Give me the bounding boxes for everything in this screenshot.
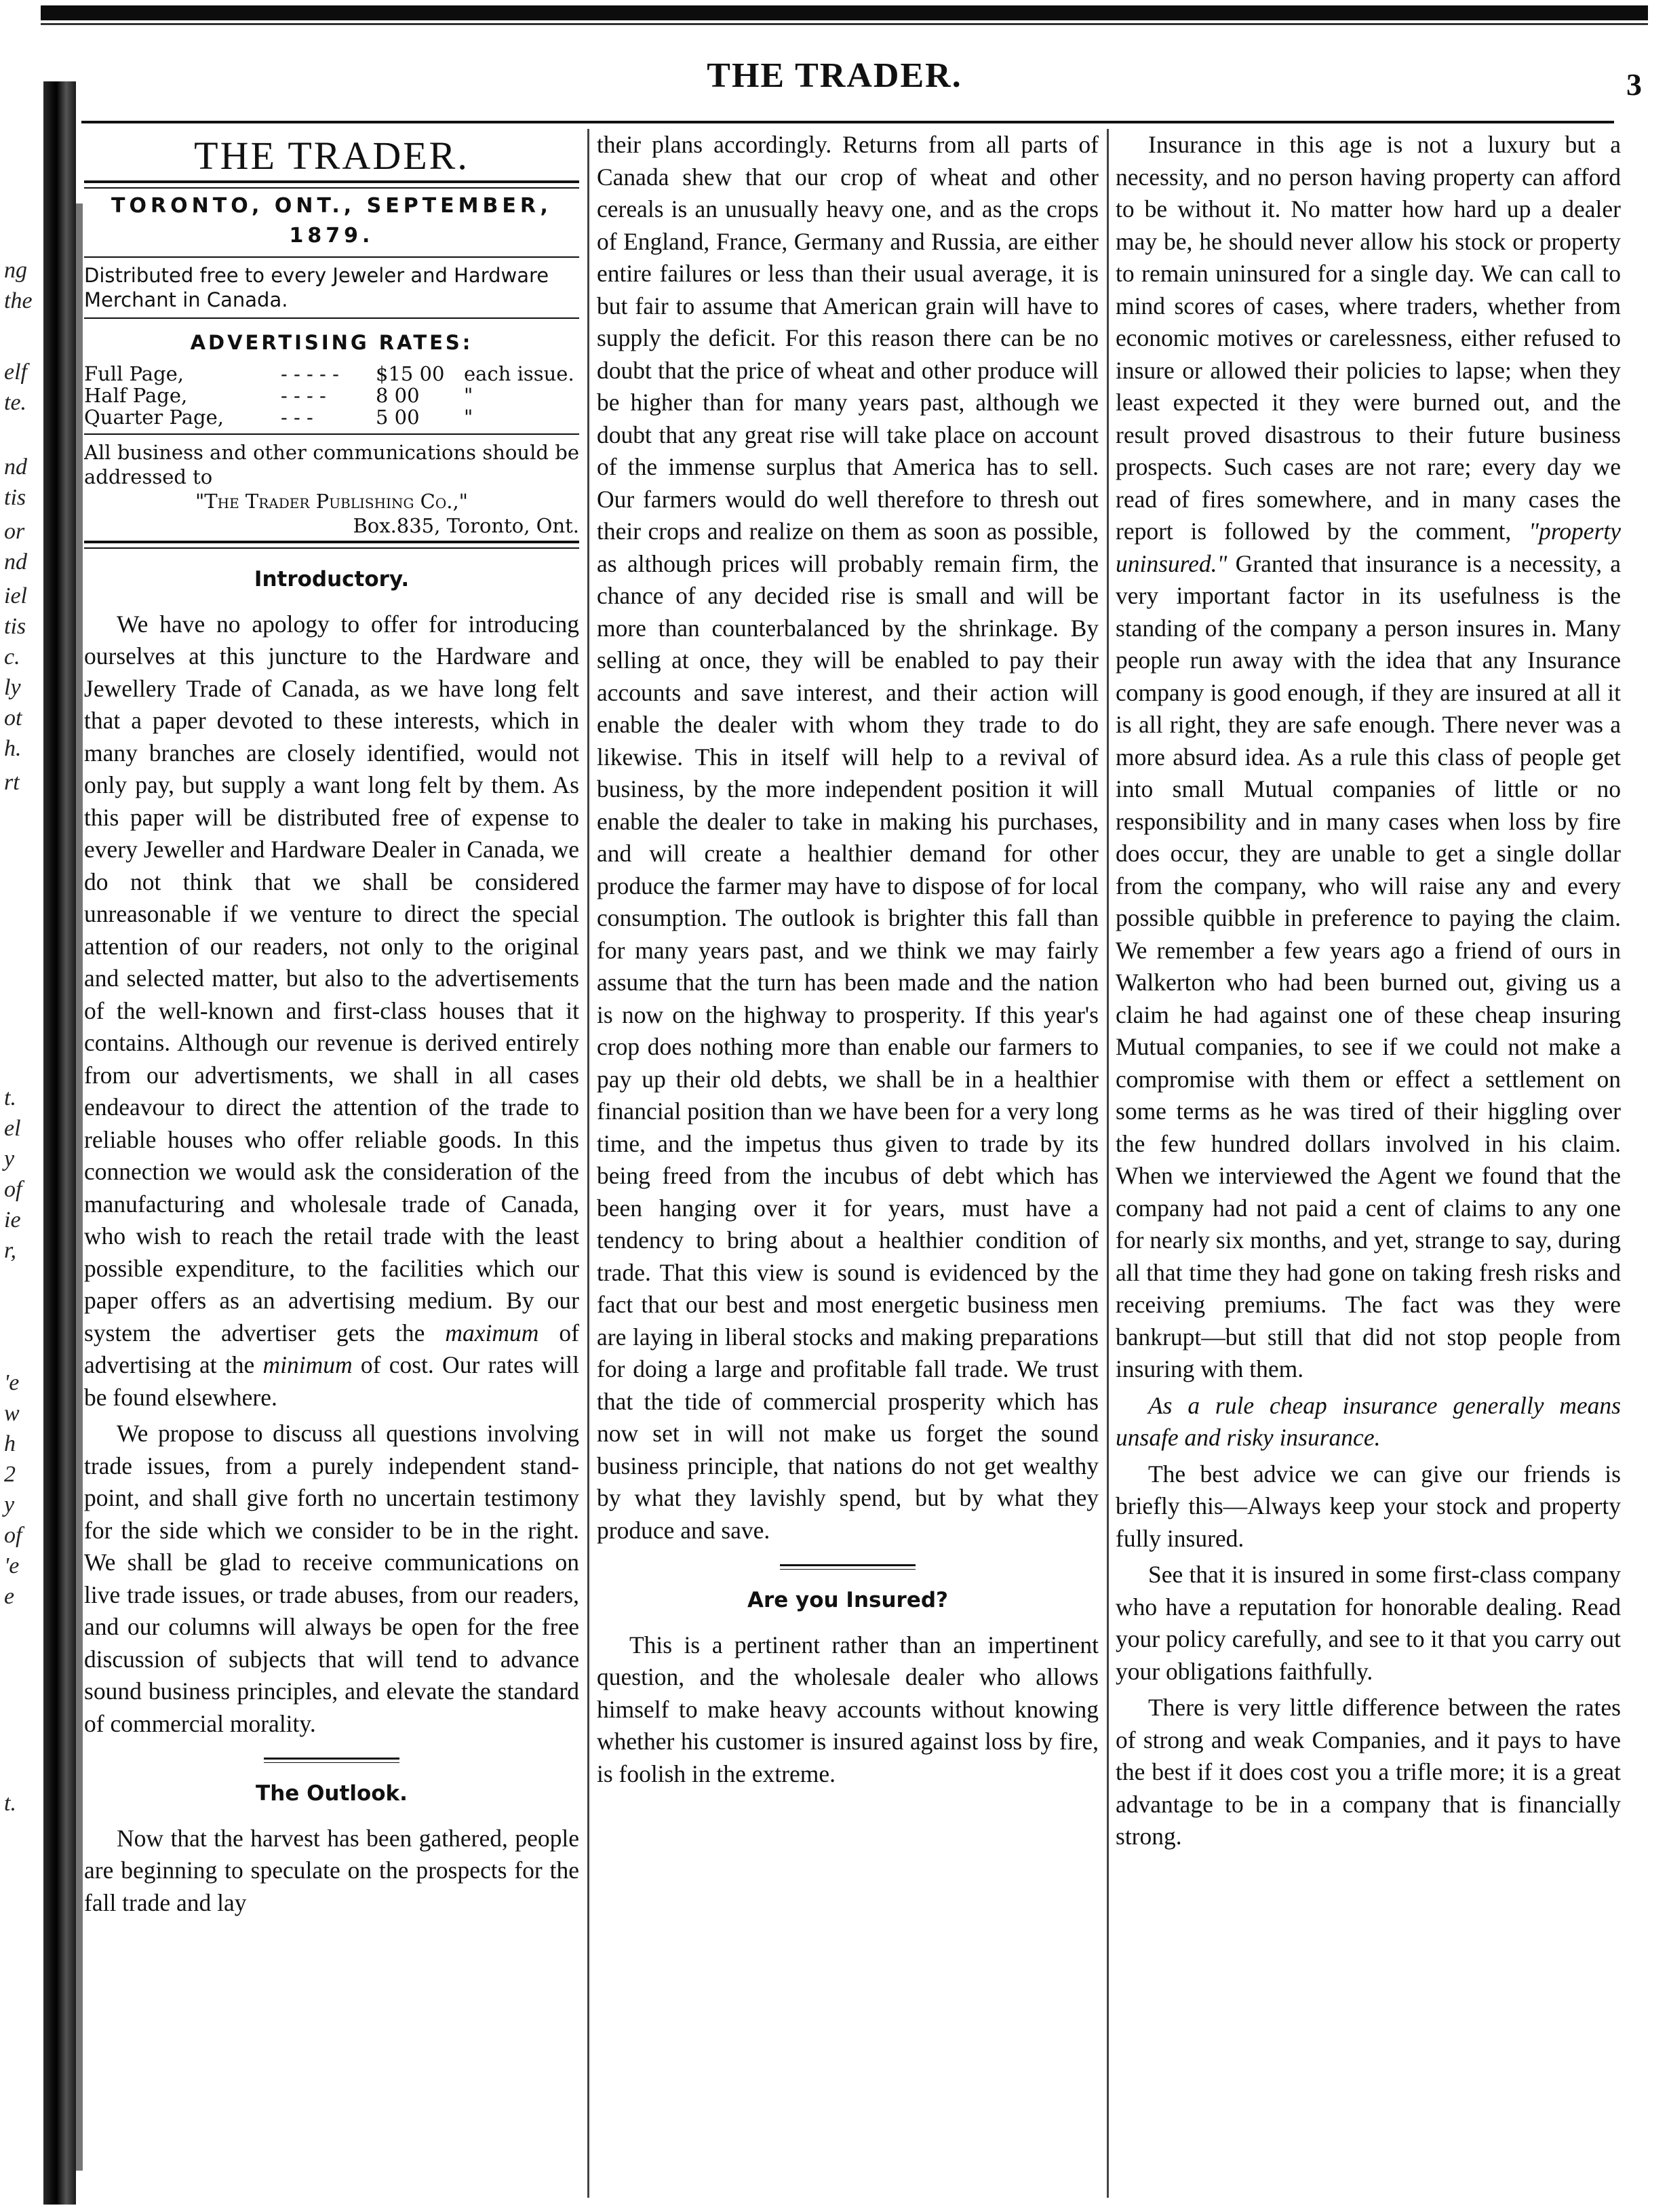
column-divider	[1107, 129, 1109, 2198]
column-2	[597, 129, 1099, 1790]
margin-fragment: t.	[4, 1791, 16, 1816]
rate-label: Quarter Page,	[84, 406, 224, 429]
rule	[84, 256, 579, 258]
rate-note: "	[464, 406, 473, 429]
margin-fragment: rt	[4, 770, 20, 795]
rate-row	[84, 363, 579, 385]
rate-dots: - - - -	[281, 384, 326, 407]
margin-fragment: of	[4, 1523, 22, 1548]
insured-paragraph: This is a pertinent rather than an impertinent question, and the wholesale dealer who allows himself to make heavy accounts without knowing whether his customer is insured against loss by fire, is foolish in the extreme.	[597, 1631, 1099, 1787]
insured-paragraph: See that it is insured in some first-class company who have a reputation for honorable dealing. Read your policy carefully, and see to it that you carry out your obligations faithfully.	[1116, 1561, 1621, 1685]
rate-amount: $15 00	[376, 362, 445, 385]
margin-fragment: ot	[4, 705, 22, 731]
distribution-note: Distributed free to every Jeweler and Hardware Merchant in Canada.	[84, 263, 549, 311]
margin-fragment: t.	[4, 1085, 16, 1110]
top-rule	[41, 5, 1648, 20]
rate-amount: 5 00	[376, 406, 420, 429]
margin-fragment: tis	[4, 485, 26, 510]
outlook-paragraph-continued: their plans accordingly. Returns from all parts of Canada shew that our crop of wheat and other cereals is an unusually heavy one, and as the crops of England, France, Germany and Russia, are either entire failures or less than their usual average, it is but fair to assume that American grain will have to supply the deficit. For this reason there can be no doubt that the price of wheat and other produce will be higher than for many years past, although we doubt that any great rise will take place on account of the immense surplus that America has to sell. Our farmers would do well therefore to thresh out their crops and realize on them as soon as possible, as although prices will probably remain firm, the chance of any decided rise is small and will be more than counterbalanced by the shrinkage. By selling at once, they will be enabled to pay their accounts and save interest, and their action will enable the dealer with whom they trade to do likewise. This in itself will help to a revival of business, by the more independent position it will enable the dealer to take in making his purchases, and will create a healthier demand for other produce the farmer may have to dispose of for local consumption. The outlook is brighter this fall than for many years past, and we think we may fairly assume that the turn has been made and the nation is now on the highway to prosperity. If this year's crop does nothing more than enable our farmers to pay up their old debts, we shall be in a healthier financial position than we have been for a very long time, and the impetus thus given to trade by its being freed from the incubus of debt which has been hanging over it for years, must have a tendency to bring about a healthier condition of trade. That this view is sound is evidenced by the fact that our best and most energetic business men are laying in liberal stocks and making preparations for doing a large and profitable fall trade. We trust that the tide of commercial prosperity which has now set in will not make us forget the sound business principle, that nations do not get wealthy by what they lavishly spend, but by what they produce and save.	[597, 131, 1099, 1544]
margin-fragment: e	[4, 1584, 15, 1609]
running-head: THE TRADER.	[707, 56, 962, 95]
margin-fragment: ly	[4, 675, 21, 700]
rule	[84, 317, 579, 319]
margin-fragment: y	[4, 1492, 15, 1517]
margin-fragment: elf	[4, 360, 27, 385]
introductory-paragraph: We propose to discuss all questions involving trade issues, from a purely independent stand-point, and shall give forth no uncertain testimony for the side which we consider to be in the right. We shall be glad to receive communications on live trade issues, or trade abuses, from our readers, and our columns will always be open for the free discussion of subjects that will tend to advance sound business principles, and elevate the standard of commercial morality.	[84, 1420, 579, 1737]
margin-fragment: or	[4, 519, 25, 544]
column-divider	[587, 129, 589, 2198]
margin-fragment: 'e	[4, 1370, 20, 1395]
insured-paragraph: There is very little difference between the rates of strong and weak Companies, and it pays to have the best if it does cost you a trifle more; it is a great advantage to be in a company that is financially strong.	[1116, 1694, 1621, 1850]
binding-spine	[43, 81, 76, 2205]
rate-amount: 8 00	[376, 384, 420, 407]
rule	[84, 433, 579, 435]
emphasis: "property uninsured."	[1116, 518, 1622, 577]
margin-fragment: the	[4, 288, 33, 313]
paragraph-text: of advertising at the	[84, 1319, 579, 1378]
margin-fragment: y	[4, 1146, 15, 1171]
introductory-heading: Introductory.	[254, 567, 410, 591]
margin-fragment: nd	[4, 549, 27, 575]
margin-fragment: te.	[4, 390, 27, 415]
rate-note: each issue.	[464, 362, 574, 385]
paragraph-text: Insurance in this age is not a luxury but a necessity, and no person having property can afford to be without it. No matter how hard up a dealer may be, he should never allow his stock or property to remain uninsured for a single day. We can call to mind scores of cases, where traders, whether from economic motives or carelessness, either refused to insure or allowed their policies to lapse; when they least expected it they were burned out, and the result proved disastrous to their future business prospects. Such cases are not rare; every day we read of fires somewhere, and in many cases the report is followed by the comment,	[1116, 131, 1621, 545]
rate-label: Full Page,	[84, 362, 184, 385]
insured-paragraph	[1116, 129, 1621, 1386]
rate-dots: - - - - -	[281, 362, 339, 385]
margin-fragment: 2	[4, 1462, 16, 1487]
advertising-rates-heading: ADVERTISING RATES:	[190, 330, 473, 354]
rate-row	[84, 385, 579, 406]
column-1	[84, 129, 579, 1919]
binding-spine-edge	[76, 203, 83, 2171]
margin-fragment: of	[4, 1177, 22, 1202]
margin-fragment: h.	[4, 736, 22, 761]
dateline: TORONTO, ONT., SEPTEMBER, 1879.	[111, 193, 552, 248]
margin-fragment: c.	[4, 644, 20, 670]
emphasis: maximum	[445, 1319, 539, 1346]
outlook-heading: The Outlook.	[256, 1781, 408, 1806]
paragraph-text: of cost. Our rates will be found elsewhere.	[84, 1351, 580, 1411]
rule	[84, 541, 579, 549]
margin-fragment: r,	[4, 1238, 16, 1263]
introductory-paragraph	[84, 608, 579, 1414]
margin-fragment: h	[4, 1431, 16, 1456]
masthead-rule	[84, 180, 579, 189]
emphasis: minimum	[262, 1351, 353, 1378]
rates-table	[84, 363, 579, 428]
margin-fragment: ng	[4, 258, 27, 283]
box-address: Box.835, Toronto, Ont.	[353, 514, 579, 537]
header-rule	[81, 121, 1614, 123]
margin-fragment: tis	[4, 614, 26, 639]
insured-paragraph: The best advice we can give our friends is briefly this—Always keep your stock and property fully insured.	[1116, 1460, 1621, 1552]
rate-row	[84, 406, 579, 428]
margin-fragment: 'e	[4, 1553, 20, 1578]
margin-fragment: ie	[4, 1207, 21, 1233]
section-rule	[264, 1758, 399, 1763]
margin-fragment: nd	[4, 454, 27, 480]
outlook-paragraph: Now that the harvest has been gathered, people are beginning to speculate on the prospects for the fall trade and lay	[84, 1824, 579, 1916]
address-intro: All business and other communications should be addressed to	[84, 441, 579, 488]
column-3	[1116, 129, 1621, 1853]
rate-note: "	[464, 384, 473, 407]
company-name: "The Trader Publishing Co.,"	[195, 490, 469, 513]
rate-dots: - - -	[281, 406, 313, 429]
paragraph-text: We have no apology to offer for introducing ourselves at this juncture to the Hardware and Jewellery Trade of Canada, as we have long felt that a paper devoted to these interests, which in many branches are closely identified, would not only pay, but supply a want long felt by them. As this paper will be distributed free of expense to every Jeweller and Hardware Dealer in Canada, we do not think that we shall be considered unreasonable if we venture to direct the special attention of our readers, not only to the original and selected matter, but also to the advertisements of the well-known and first-class houses that it contains. Although our revenue is derived entirely from our advertisments, we shall in all cases endeavour to direct the attention of the trade to reliable houses who offer reliable goods. In this connection we would ask the consideration of the manufacturing and wholesale trade of Canada, who wish to reach the retail trade with the least possible expenditure, to the facilities which our paper offers as an advertising medium. By our system the advertiser gets the	[84, 610, 579, 1346]
section-rule	[780, 1564, 916, 1570]
contact-address	[84, 440, 579, 538]
paragraph-text: Granted that insurance is a necessity, a very important factor in its usefulness is the standing of the company a person insures in. Many people run away with the idea that any Insurance company is good enough, if they are insured at all it is all right, they are safe enough. There never was a more absurd idea. As a rule this class of people get into small Mutual companies of little or no responsibility and in many cases when loss by fire does occur, they are unable to get a single dollar from the company, who will raise any and every possible quibble in preference to paying the claim. We remember a few years ago a friend of ours in Walkerton who had been burned out, giving us a claim he had against one of these cheap insuring Mutual companies, to see if we could not make a compromise with them or effect a settlement on some terms as he was tired of their higgling over the few hundred dollars involved in his claim. When we interviewed the Agent we found that the company had not paid a cent of claims to any one for nearly six months, and yet, strange to say, during all that time they had gone on taking fresh risks and receiving premiums. The fact was they were bankrupt—but still that did not stop people from insuring with them.	[1116, 549, 1622, 1382]
insured-italic-maxim: As a rule cheap insurance generally means unsafe and risky insurance.	[1116, 1391, 1621, 1451]
margin-fragment: iel	[4, 583, 27, 608]
margin-fragment: el	[4, 1116, 21, 1141]
page-number: 3	[1626, 67, 1642, 102]
rate-label: Half Page,	[84, 384, 188, 407]
left-margin-fragments	[0, 0, 41, 2212]
masthead-title: THE TRADER.	[194, 134, 469, 178]
top-rule-thin	[41, 23, 1648, 25]
insured-heading: Are you Insured?	[747, 1588, 949, 1612]
margin-fragment: w	[4, 1401, 20, 1426]
